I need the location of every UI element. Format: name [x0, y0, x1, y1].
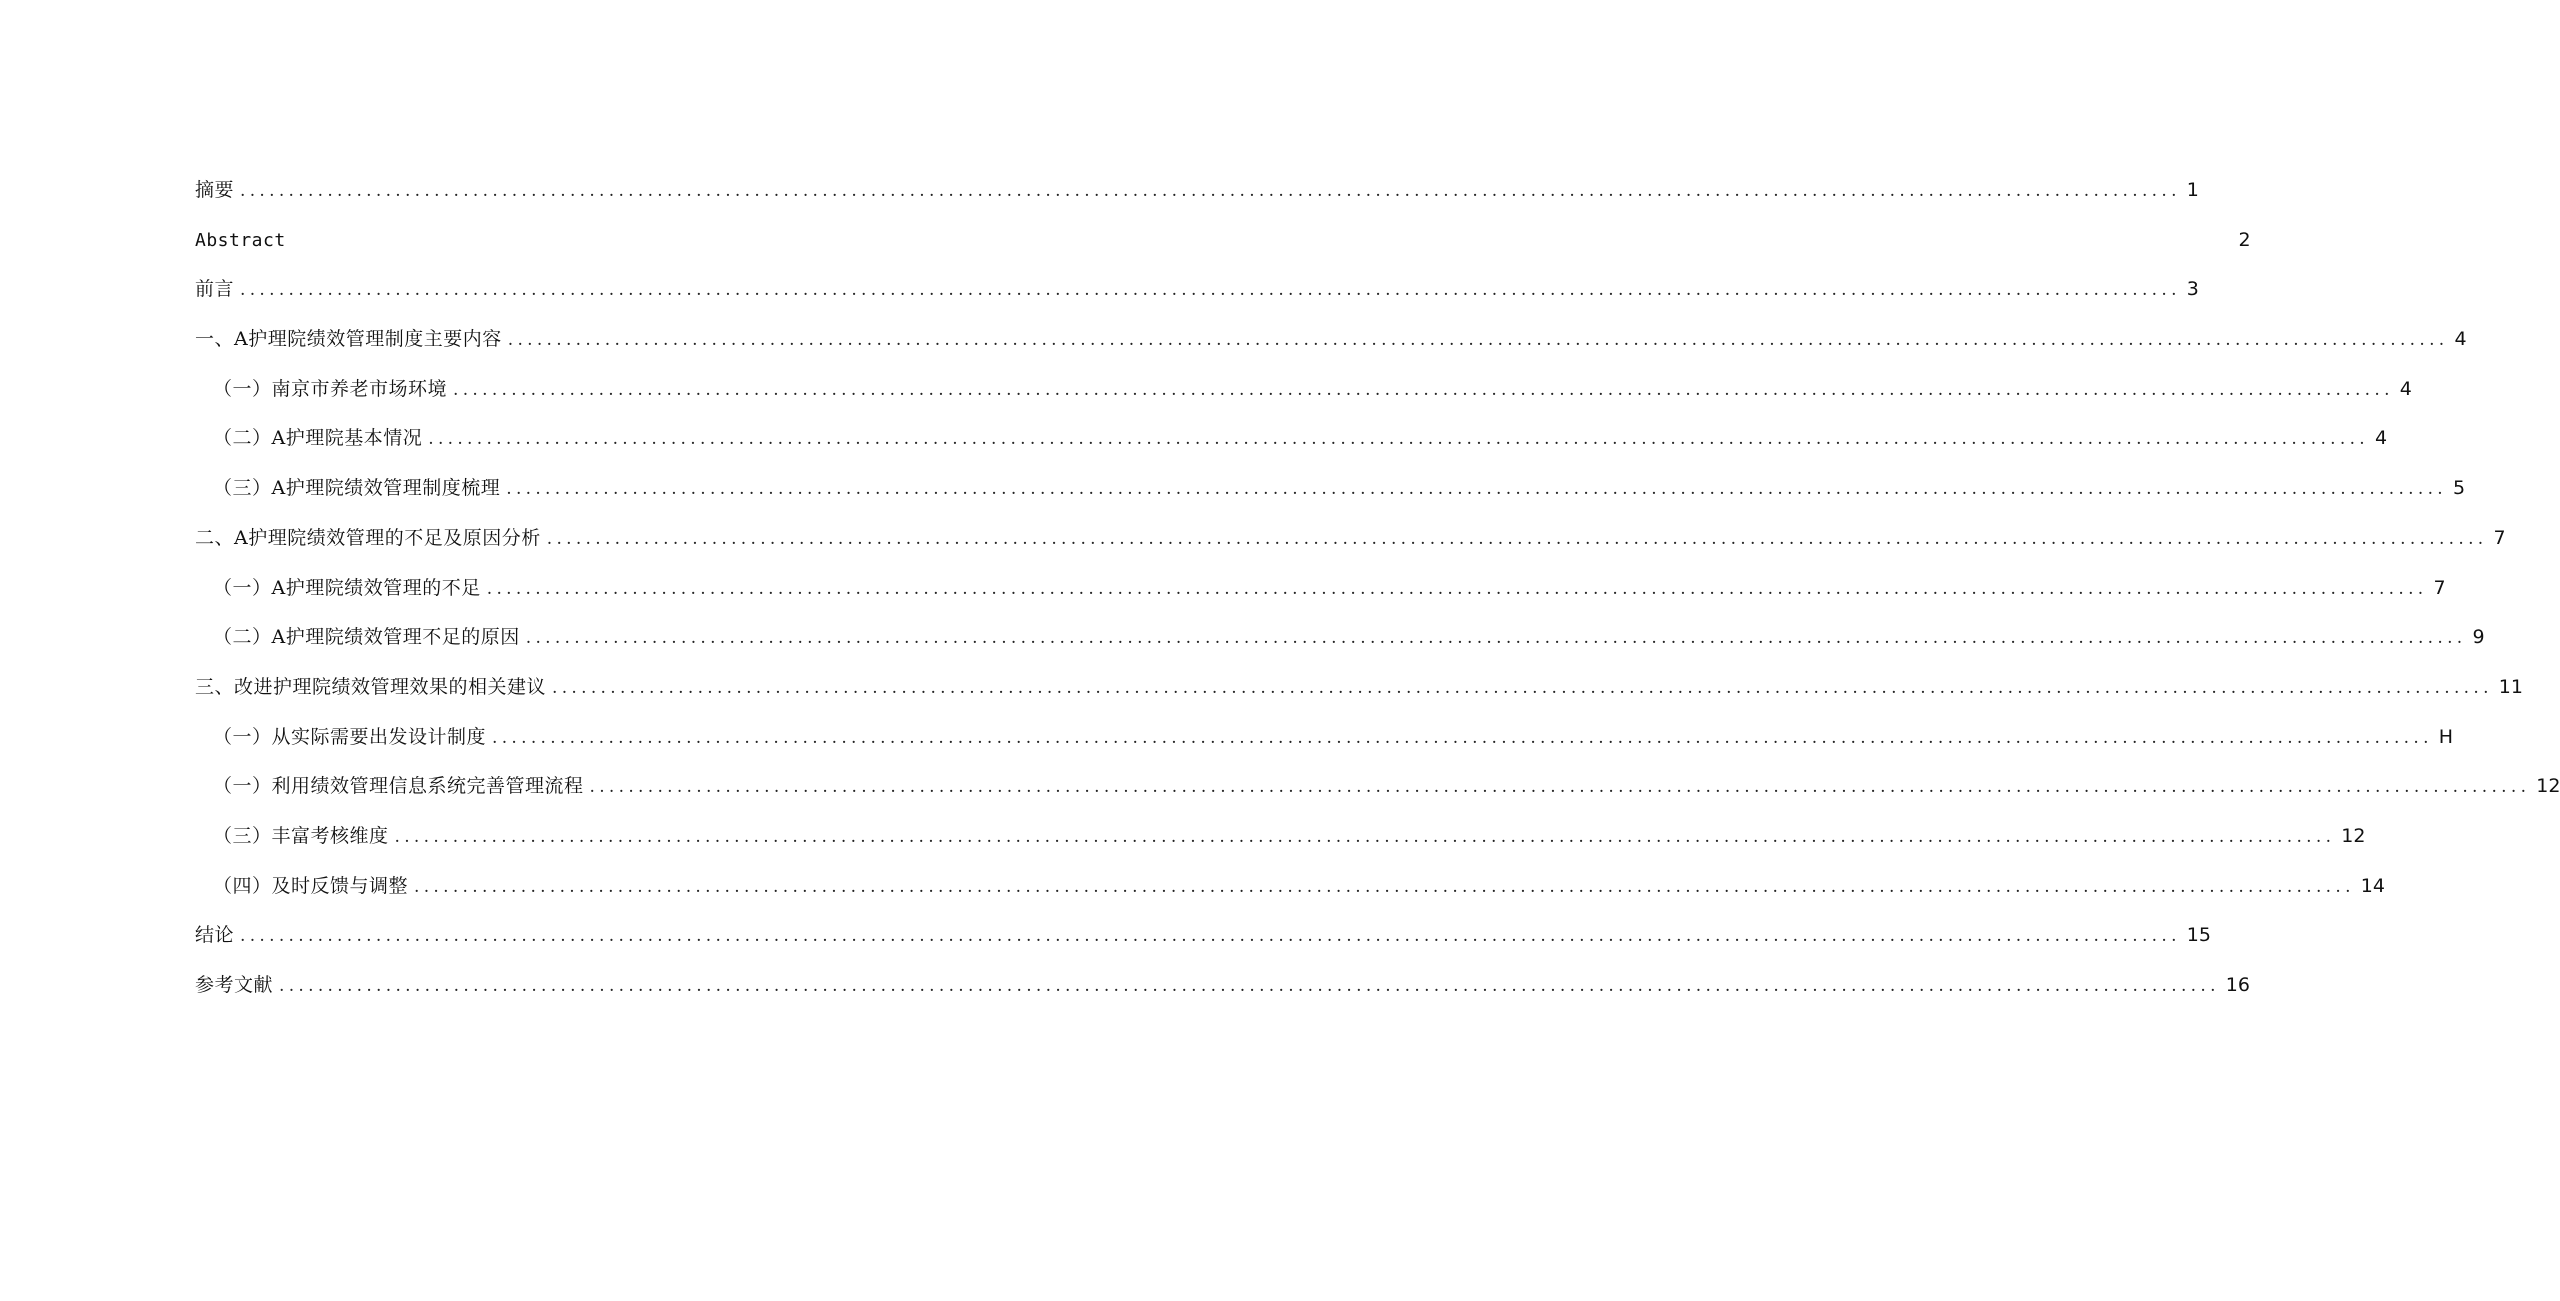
- toc-dot-leader: ........................................................................................................................................................................................................: [525, 628, 2467, 649]
- toc-dot-leader: ........................................................................................................................................................................................................: [240, 280, 2181, 301]
- toc-dot-leader: ........................................................................................................................................................................................................: [546, 528, 2488, 549]
- toc-dot-leader: ........................................................................................................................................................................................................: [240, 181, 2181, 201]
- toc-dot-leader: ........................................................................................................................................................................................................: [279, 976, 2220, 996]
- toc-dot-leader: ........................................................................................................................................................................................................: [492, 727, 2433, 748]
- toc-entry-page-number: 14: [2360, 874, 2385, 897]
- toc-entry-page-number: 7: [2493, 526, 2506, 549]
- toc-entry[interactable]: [195, 862, 2385, 912]
- toc-entry-page-number: 5: [2453, 477, 2466, 500]
- toc-entry-title: （一）利用绩效管理信息系统完善管理流程: [213, 775, 584, 798]
- toc-entry-title: （三）丰富考核维度: [213, 824, 389, 847]
- toc-dot-leader: ........................................................................................................................................................................................................: [428, 429, 2369, 450]
- toc-entry[interactable]: [195, 613, 2485, 663]
- toc-entry-title: （二）A护理院绩效管理不足的原因: [213, 626, 520, 649]
- toc-entry-title: （四）及时反馈与调整: [213, 874, 409, 897]
- toc-entry-page-number: 12: [2341, 824, 2366, 847]
- toc-dot-leader: ........................................................................................................................................................................................................: [589, 777, 2531, 798]
- toc-entry[interactable]: [195, 762, 2560, 812]
- toc-dot-leader: ........................................................................................................................................................................................................: [486, 578, 2428, 599]
- toc-entry[interactable]: [195, 663, 2523, 713]
- toc-entry-page-number: 15: [2186, 924, 2211, 947]
- toc-entry[interactable]: [195, 315, 2467, 365]
- toc-entry-title: 结论: [195, 924, 235, 947]
- toc-entry[interactable]: [195, 713, 2454, 763]
- toc-entry[interactable]: [195, 961, 2250, 1011]
- toc-dot-leader: ........................................................................................................................................................................................................: [394, 826, 2336, 847]
- toc-entry-page-number: 4: [2399, 377, 2412, 400]
- toc-entry-page-number: 9: [2472, 626, 2485, 649]
- toc-entry-page-number: H: [2438, 725, 2454, 748]
- toc-entry-title: 摘要: [195, 179, 235, 201]
- toc-entry-title: 二、A护理院绩效管理的不足及原因分析: [195, 526, 541, 549]
- toc-entry[interactable]: [195, 564, 2446, 614]
- toc-entry-page-number: 16: [2225, 974, 2250, 996]
- toc-entry-title: Abstract: [195, 229, 286, 251]
- toc-entry-page-number: 4: [2375, 427, 2388, 450]
- toc-entry[interactable]: [195, 812, 2366, 862]
- toc-dot-leader: ........................................................................................................................................................................................................: [453, 379, 2394, 400]
- toc-entry-title: （一）A护理院绩效管理的不足: [213, 576, 481, 599]
- toc-entry[interactable]: [195, 216, 2251, 266]
- toc-entry[interactable]: [195, 414, 2388, 464]
- toc-entry-page-number: 3: [2186, 278, 2199, 301]
- toc-entry[interactable]: [195, 265, 2199, 315]
- toc-entry-title: （二）A护理院基本情况: [213, 427, 423, 450]
- toc-entry-title: （一）从实际需要出发设计制度: [213, 725, 487, 748]
- toc-dot-leader: ........................................................................................................................................................................................................: [506, 479, 2447, 500]
- toc-entry-title: 前言: [195, 278, 235, 301]
- toc-entry[interactable]: [195, 911, 2211, 961]
- toc-entry-page-number: 12: [2536, 775, 2560, 798]
- toc-entry-title: （一）南京市养老市场环境: [213, 377, 448, 400]
- toc-entry[interactable]: [195, 514, 2506, 564]
- toc-entry-page-number: 7: [2433, 576, 2446, 599]
- toc-entry-title: 一、A护理院绩效管理制度主要内容: [195, 328, 502, 351]
- toc-entry-page-number: 2: [2238, 228, 2251, 251]
- toc-entry-title: （三）A护理院绩效管理制度梳理: [213, 477, 501, 500]
- toc-entry-title: 参考文献: [195, 974, 274, 996]
- toc-entry[interactable]: [195, 365, 2412, 415]
- toc-dot-leader: ........................................................................................................................................................................................................: [507, 330, 2449, 351]
- toc-dot-leader: ........................................................................................................................................................................................................: [552, 677, 2493, 698]
- toc-entry[interactable]: [195, 166, 2199, 216]
- toc-entry[interactable]: [195, 464, 2466, 514]
- toc-dot-leader: ........................................................................................................................................................................................................: [240, 926, 2181, 947]
- toc-entry-page-number: 4: [2454, 328, 2467, 351]
- table-of-contents: [195, 166, 2560, 1011]
- toc-entry-title: 三、改进护理院绩效管理效果的相关建议: [195, 675, 547, 698]
- toc-entry-page-number: 1: [2186, 179, 2199, 201]
- toc-dot-leader: ........................................................................................................................................................................................................: [414, 876, 2355, 897]
- toc-entry-page-number: 11: [2498, 675, 2523, 698]
